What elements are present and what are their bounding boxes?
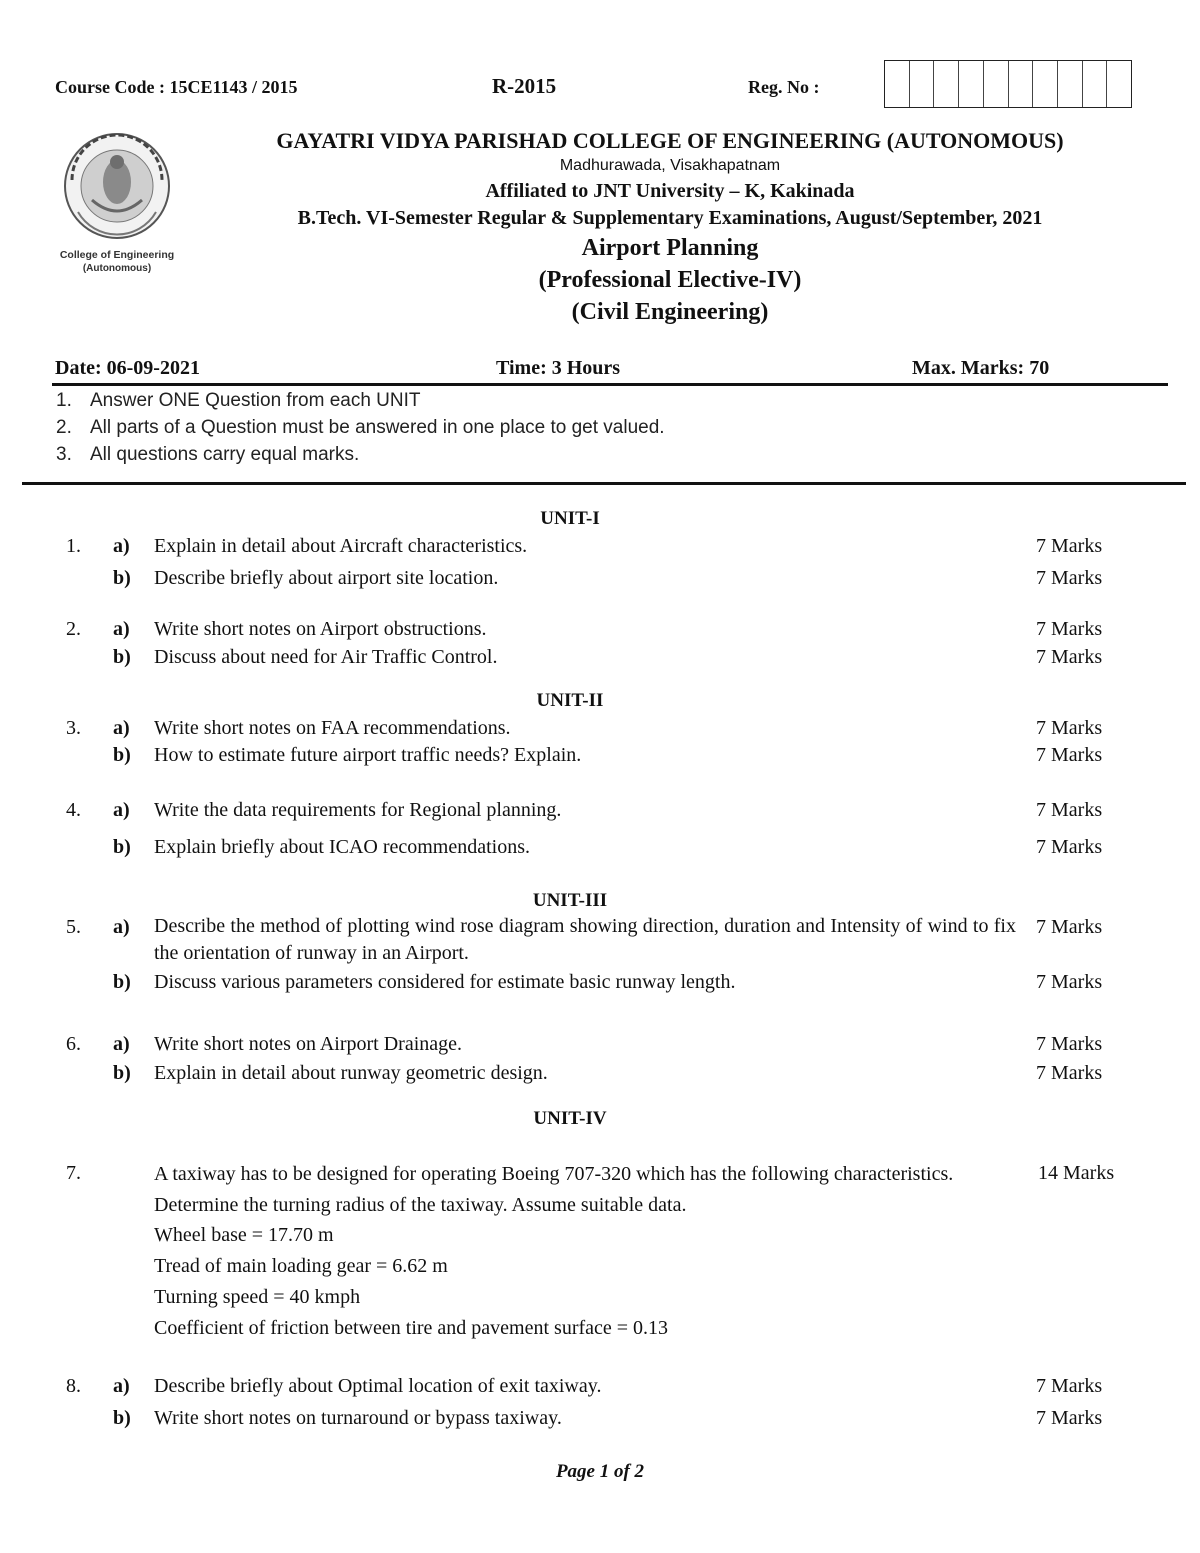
question-text: A taxiway has to be designed for operating Boeing 707-320 which has the following characteristics. Determine the turning radius of the taxiway. Assume suitable data. <box>154 1163 954 1216</box>
given-data-line: Turning speed = 40 kmph <box>154 1286 361 1308</box>
question-number: 3. <box>66 717 81 739</box>
regulation: R-2015 <box>492 74 557 98</box>
logo-caption-2: (Autonomous) <box>82 263 152 274</box>
college-location: Madhurawada, Visakhapatnam <box>559 157 781 174</box>
reg-no-cell <box>984 61 1009 107</box>
question-number: 8. <box>66 1375 81 1397</box>
question-text: Write short notes on turnaround or bypass taxiway. <box>154 1407 562 1429</box>
given-data-line: Wheel base = 17.70 m <box>154 1224 334 1246</box>
question-number: 6. <box>66 1033 81 1055</box>
branch-title: (Civil Engineering) <box>571 299 769 325</box>
part-label: b) <box>113 836 131 858</box>
reg-no-cell <box>1107 61 1131 107</box>
marks: 7 Marks <box>1036 618 1103 640</box>
instruction-item: 1. Answer ONE Question from each UNIT <box>56 390 421 411</box>
subject-title: Airport Planning <box>581 235 759 261</box>
question-text: Describe briefly about Optimal location of exit taxiway. <box>154 1375 602 1397</box>
part-label: a) <box>113 618 130 640</box>
part-label: b) <box>113 646 131 668</box>
elective-title: (Professional Elective-IV) <box>538 267 802 293</box>
reg-no-cell <box>1083 61 1108 107</box>
marks: 7 Marks <box>1036 1033 1103 1055</box>
college-name: GAYATRI VIDYA PARISHAD COLLEGE OF ENGINEERING (AUTONOMOUS) <box>276 128 1064 153</box>
marks: 7 Marks <box>1036 1407 1103 1429</box>
reg-no-cell <box>1058 61 1083 107</box>
instructions-divider <box>22 482 1186 485</box>
question-text: Describe the method of plotting wind rose diagram showing direction, duration and Intensity of wind to fix the orientation of runway in an Airport. <box>154 915 1016 964</box>
marks: 7 Marks <box>1036 1375 1103 1397</box>
question-text: Write short notes on Airport obstructions. <box>154 618 487 640</box>
question-text: How to estimate future airport traffic needs? Explain. <box>154 744 582 766</box>
question-number: 4. <box>66 799 81 821</box>
header-divider <box>52 383 1168 386</box>
marks: 7 Marks <box>1036 717 1103 739</box>
marks: 7 Marks <box>1036 567 1103 589</box>
part-label: b) <box>113 744 131 766</box>
exam-time: Time: 3 Hours <box>496 357 621 379</box>
marks: 7 Marks <box>1036 836 1103 858</box>
max-marks: Max. Marks: 70 <box>912 357 1050 379</box>
instruction-item: 2. All parts of a Question must be answered in one place to get valued. <box>56 417 665 438</box>
part-label: b) <box>113 971 131 993</box>
part-label: a) <box>113 799 130 821</box>
question-text: Explain in detail about runway geometric design. <box>154 1062 548 1084</box>
given-data-line: Coefficient of friction between tire and pavement surface = 0.13 <box>154 1317 669 1339</box>
part-label: b) <box>113 1407 131 1429</box>
question-text: Write short notes on Airport Drainage. <box>154 1033 463 1055</box>
reg-no-cell <box>885 61 910 107</box>
logo-caption-1: College of Engineering <box>59 249 175 261</box>
page-number: Page 1 of 2 <box>555 1461 645 1482</box>
marks: 7 Marks <box>1036 646 1103 668</box>
reg-no-cell <box>1009 61 1034 107</box>
unit-heading: UNIT-IV <box>533 1108 607 1129</box>
marks: 14 Marks <box>1038 1162 1115 1184</box>
part-label: a) <box>113 717 130 739</box>
reg-no-boxes <box>884 60 1132 108</box>
marks: 7 Marks <box>1036 971 1103 993</box>
question-text: Discuss various parameters considered for estimate basic runway length. <box>154 971 736 993</box>
marks: 7 Marks <box>1036 535 1103 557</box>
reg-no-cell <box>959 61 984 107</box>
question-number: 5. <box>66 916 81 938</box>
part-label: b) <box>113 1062 131 1084</box>
exam-date: Date: 06-09-2021 <box>55 357 200 379</box>
question-text: Write short notes on FAA recommendations. <box>154 717 511 739</box>
marks: 7 Marks <box>1036 799 1103 821</box>
reg-no-label: Reg. No : <box>748 77 820 97</box>
question-number: 7. <box>66 1162 81 1184</box>
unit-heading: UNIT-III <box>532 890 608 911</box>
instruction-item: 3. All questions carry equal marks. <box>56 444 360 465</box>
given-data-line: Tread of main loading gear = 6.62 m <box>154 1255 448 1277</box>
question-number: 2. <box>66 618 81 640</box>
reg-no-cell <box>910 61 935 107</box>
part-label: a) <box>113 916 130 938</box>
part-label: a) <box>113 1033 130 1055</box>
part-label: a) <box>113 535 130 557</box>
question-text: Discuss about need for Air Traffic Control. <box>154 646 498 668</box>
marks: 7 Marks <box>1036 1062 1103 1084</box>
reg-no-cell <box>934 61 959 107</box>
question-text: Explain briefly about ICAO recommendations. <box>154 836 531 858</box>
part-label: a) <box>113 1375 130 1397</box>
course-code: Course Code : 15CE1143 / 2015 <box>55 77 298 97</box>
unit-heading: UNIT-I <box>540 508 600 529</box>
question-number: 1. <box>66 535 81 557</box>
affiliation: Affiliated to JNT University – K, Kakinada <box>485 180 855 202</box>
unit-heading: UNIT-II <box>536 690 604 711</box>
marks: 7 Marks <box>1036 916 1103 938</box>
question-text: Explain in detail about Aircraft characteristics. <box>154 535 528 557</box>
part-label: b) <box>113 567 131 589</box>
exam-title: B.Tech. VI-Semester Regular & Supplementary Examinations, August/September, 2021 <box>297 207 1043 229</box>
reg-no-cell <box>1033 61 1058 107</box>
marks: 7 Marks <box>1036 744 1103 766</box>
question-text: Write the data requirements for Regional planning. <box>154 799 562 821</box>
question-text: Describe briefly about airport site location. <box>154 567 499 589</box>
